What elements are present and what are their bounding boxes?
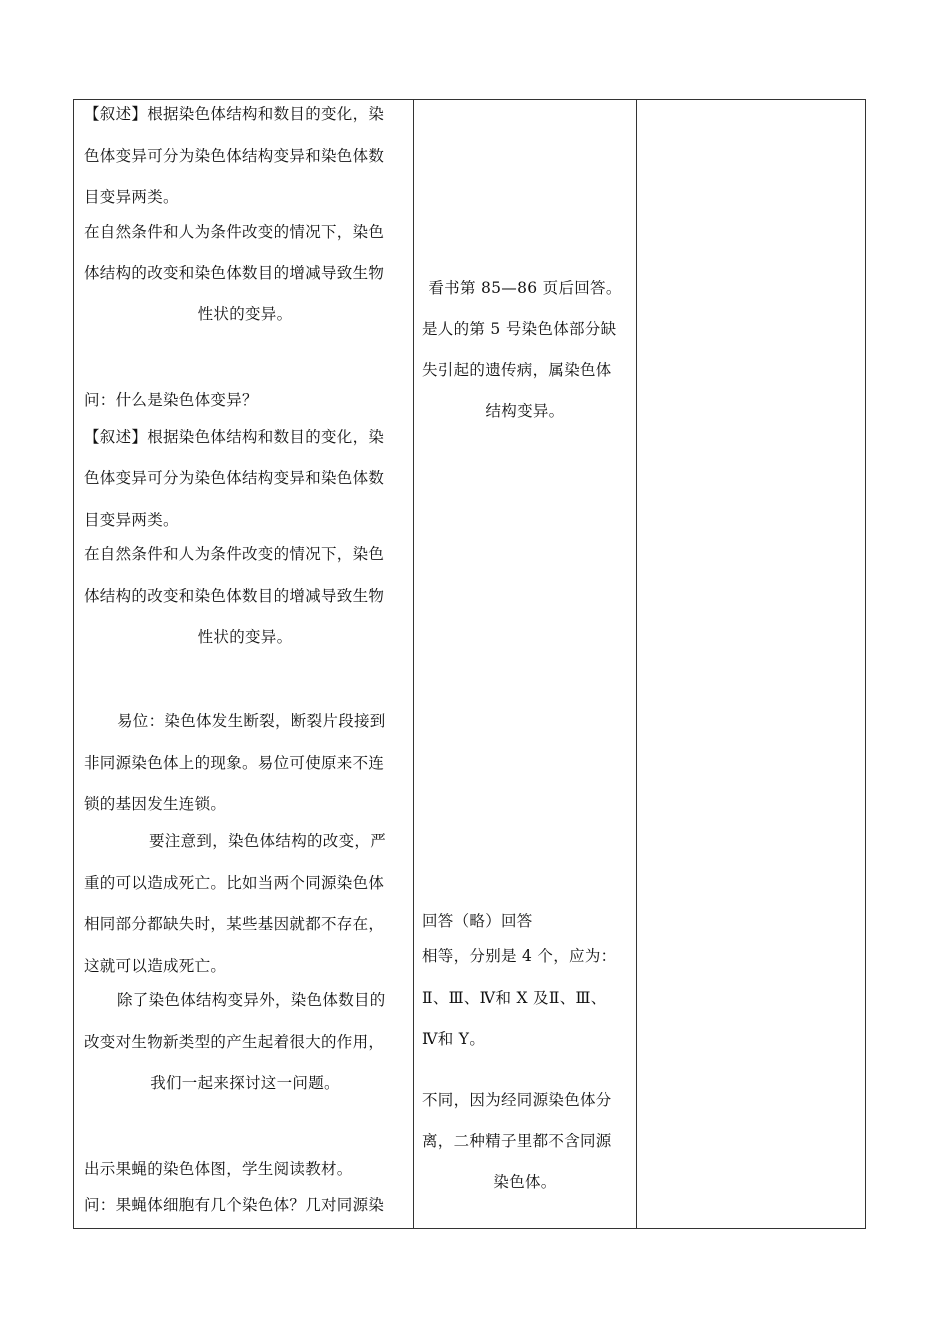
answer-line: 看书第 85—86 页后回答。 <box>428 279 622 297</box>
text-line: 性状的变异。 <box>197 305 293 323</box>
text-line: 改变对生物新类型的产生起着很大的作用， <box>84 1033 385 1051</box>
text-line: 出示果蝇的染色体图，学生阅读教材。 <box>84 1160 353 1178</box>
text-line: 相同部分都缺失时，某些基因就都不存在， <box>84 915 385 933</box>
text-line: 【叙述】根据染色体结构和数目的变化，染 <box>84 105 385 123</box>
text-line: 重的可以造成死亡。比如当两个同源染色体 <box>84 874 385 892</box>
answer-line: Ⅳ和 Y。 <box>422 1030 486 1048</box>
text-line: 在自然条件和人为条件改变的情况下，染色 <box>84 223 385 241</box>
text-line: 【叙述】根据染色体结构和数目的变化，染 <box>84 428 385 446</box>
text-line: 色体变异可分为染色体结构变异和染色体数 <box>84 147 385 165</box>
text-line: 性状的变异。 <box>197 628 293 646</box>
column-divider <box>636 100 637 1228</box>
answer-line: 结构变异。 <box>485 402 565 420</box>
column-divider <box>413 100 414 1228</box>
text-line: 锁的基因发生连锁。 <box>84 795 227 813</box>
text-line: 我们一起来探讨这一问题。 <box>150 1074 340 1092</box>
text-line: 体结构的改变和染色体数目的增减导致生物 <box>84 587 385 605</box>
answer-line: 染色体。 <box>493 1173 557 1191</box>
text-line: 这就可以造成死亡。 <box>84 957 227 975</box>
answer-line: 离，二种精子里都不含同源 <box>422 1132 612 1150</box>
text-line: 在自然条件和人为条件改变的情况下，染色 <box>84 545 385 563</box>
lesson-table <box>73 99 866 1229</box>
answer-line: Ⅱ、Ⅲ、Ⅳ和 X 及Ⅱ、Ⅲ、 <box>422 989 607 1007</box>
answer-line: 不同，因为经同源染色体分 <box>422 1091 612 1109</box>
answer-line: 相等，分别是 4 个，应为： <box>422 947 617 965</box>
text-line: 非同源染色体上的现象。易位可使原来不连 <box>84 754 385 772</box>
text-line: 除了染色体结构变异外，染色体数目的 <box>117 991 386 1009</box>
answer-line: 失引起的遗传病，属染色体 <box>422 361 612 379</box>
question-line: 问：果蝇体细胞有几个染色体？几对同源染 <box>84 1196 385 1214</box>
question-line: 问：什么是染色体变异？ <box>84 391 258 409</box>
answer-line: 回答（略）回答 <box>422 912 533 930</box>
text-line: 目变异两类。 <box>84 188 179 206</box>
text-line: 体结构的改变和染色体数目的增减导致生物 <box>84 264 385 282</box>
text-line: 目变异两类。 <box>84 511 179 529</box>
text-line: 要注意到，染色体结构的改变，严 <box>149 832 387 850</box>
text-line: 色体变异可分为染色体结构变异和染色体数 <box>84 469 385 487</box>
answer-line: 是人的第 5 号染色体部分缺 <box>422 320 617 338</box>
text-line: 易位：染色体发生断裂，断裂片段接到 <box>117 712 386 730</box>
